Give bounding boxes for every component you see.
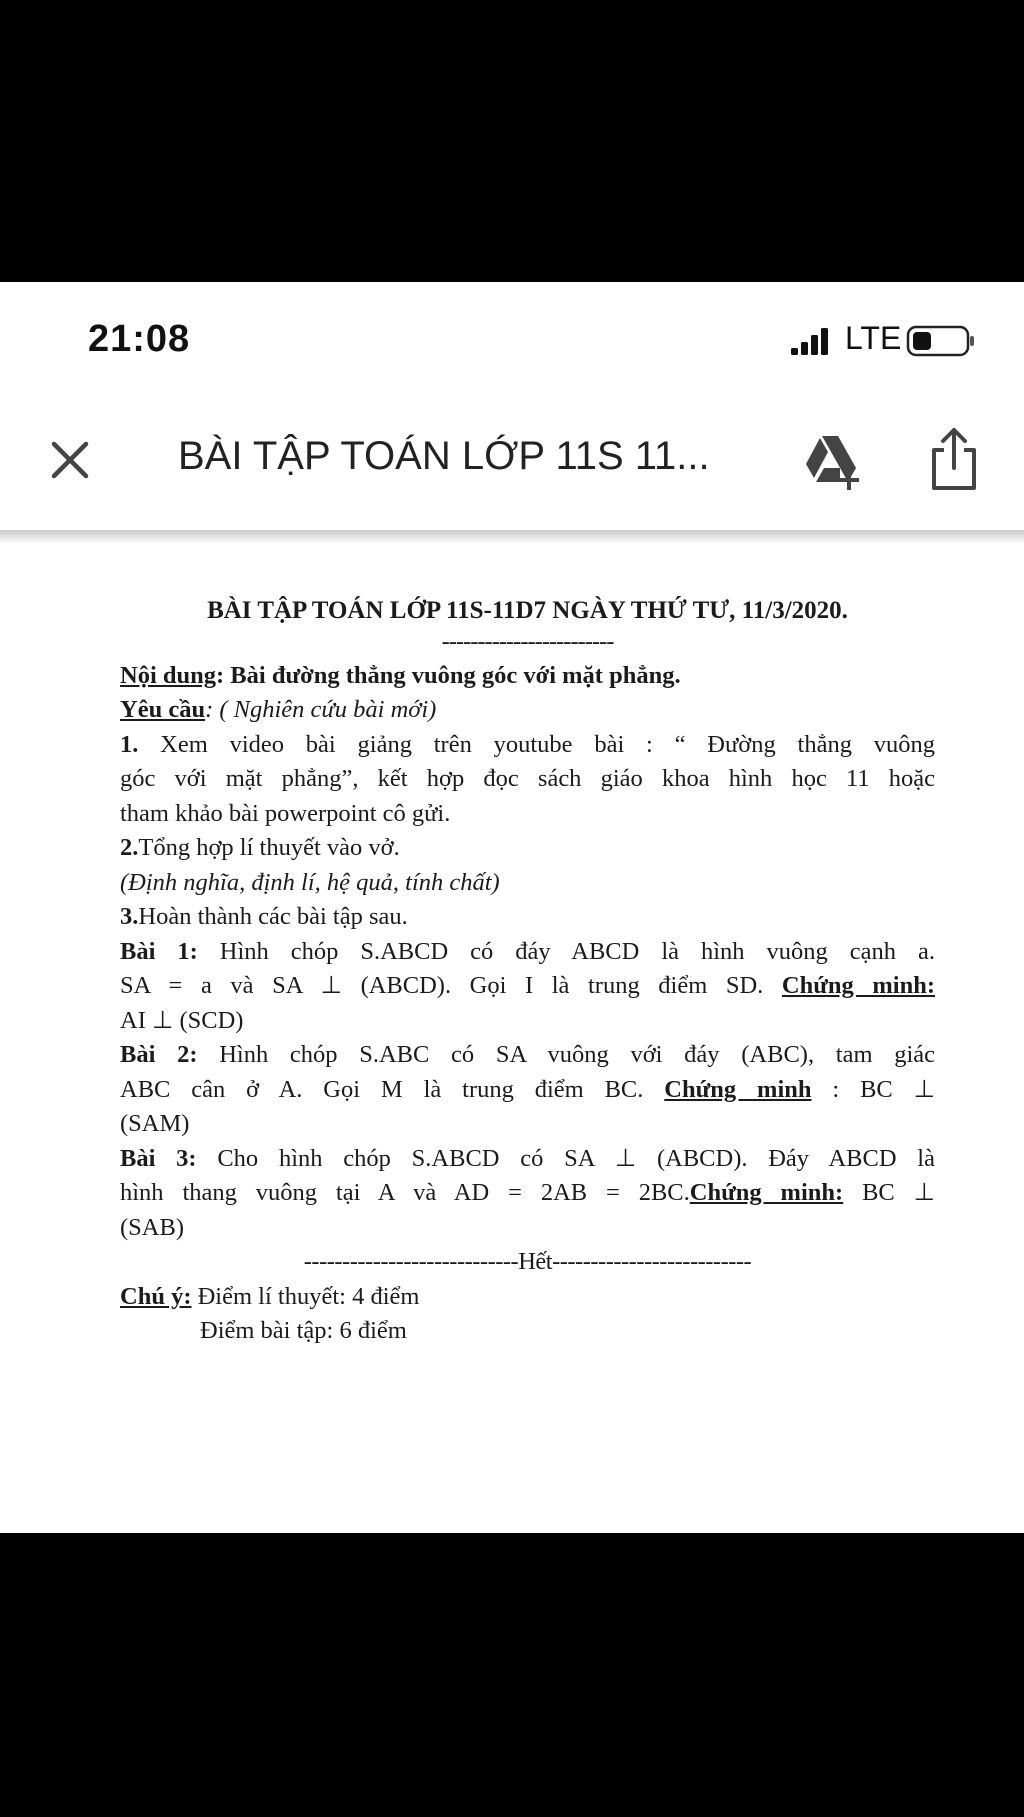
document-body xyxy=(120,594,935,1349)
ex1-prove-label: Chứng minh: xyxy=(781,972,935,999)
app-toolbar xyxy=(0,392,1024,534)
item1-line1 xyxy=(120,728,935,763)
item1-line3: tham khảo bài powerpoint cô gửi. xyxy=(120,799,451,827)
item2-number: 2. xyxy=(120,834,139,861)
ex1-line1 xyxy=(120,935,935,970)
item1-line2: góc với mặt phẳng”, kết hợp đọc sách giáo khoa hình học 11 hoặc xyxy=(120,765,935,792)
ex2-line3: (SAM) xyxy=(120,1110,190,1137)
request-label: Yêu cầu xyxy=(120,696,206,723)
doc-heading: BÀI TẬP TOÁN LỚP 11S-11D7 NGÀY THỨ TƯ, 11/3/2020. xyxy=(207,597,848,624)
document-title: BÀI TẬP TOÁN LỚP 11S 11... xyxy=(178,434,710,478)
status-bar xyxy=(0,282,1024,392)
toolbar-shadow xyxy=(0,530,1024,544)
ex3-line3: (SAB) xyxy=(120,1213,184,1241)
ex2-label: Bài 2: xyxy=(120,1041,198,1068)
add-to-drive-icon[interactable] xyxy=(800,432,864,492)
end-rule: ----------------------------Hết-------------------------- xyxy=(303,1248,752,1275)
ex2-prove-label: Chứng minh xyxy=(664,1075,812,1103)
ex3-prove-label: Chứng minh: xyxy=(689,1179,844,1206)
share-icon[interactable] xyxy=(928,426,980,492)
item2-note xyxy=(120,866,935,901)
note-text-1: Điểm lí thuyết: 4 điểm xyxy=(191,1282,420,1310)
item1-number: 1. xyxy=(120,730,139,758)
close-icon[interactable] xyxy=(40,430,100,490)
ex3-text-2-end: BC ⊥ xyxy=(843,1179,935,1206)
request-text: : ( Nghiên cứu bài mới) xyxy=(205,696,437,723)
ex2-line2 xyxy=(120,1073,935,1108)
request-line xyxy=(120,693,935,728)
signal-strength-icon xyxy=(790,326,832,356)
ex1-text-1: Hình chóp S.ABCD có đáy ABCD là hình vuông cạnh a. xyxy=(197,937,935,965)
battery-icon xyxy=(906,325,976,357)
status-time: 21:08 xyxy=(88,318,191,360)
ex1-text-2: SA = a và SA ⊥ (ABCD). Gọi I là trung điểm SD. xyxy=(120,972,782,999)
item2-line xyxy=(120,831,935,866)
item2-text: Tổng hợp lí thuyết vào vở. xyxy=(138,834,400,861)
content-text: : Bài đường thẳng vuông góc với mặt phẳng. xyxy=(216,661,681,689)
content-label: Nội dung xyxy=(120,661,217,689)
note-line2: Điểm bài tập: 6 điểm xyxy=(200,1317,407,1344)
bottom-black-frame xyxy=(0,1533,1024,1817)
item3-text: Hoàn thành các bài tập sau. xyxy=(138,903,408,930)
ex3-line2 xyxy=(120,1176,935,1211)
note-line1 xyxy=(120,1280,935,1315)
top-black-frame xyxy=(0,0,1024,282)
ex1-line2 xyxy=(120,969,935,1004)
ex3-line1 xyxy=(120,1142,935,1177)
phone-screen xyxy=(0,282,1024,1533)
content-line xyxy=(120,659,935,694)
network-type-label: LTE xyxy=(845,320,902,356)
item2-note-text: (Định nghĩa, định lí, hệ quả, tính chất) xyxy=(120,868,500,896)
ex1-line3: AI ⊥ (SCD) xyxy=(120,1006,244,1034)
ex3-text-2: hình thang vuông tại A và AD = 2AB = 2BC. xyxy=(120,1179,690,1206)
ex2-line1 xyxy=(120,1038,935,1073)
item1-text-1: Xem video bài giảng trên youtube bài : “ Đường thẳng vuông xyxy=(138,730,935,758)
item3-line xyxy=(120,900,935,935)
heading-rule: ------------------------ xyxy=(441,627,614,655)
ex2-text-2-end: : BC ⊥ xyxy=(811,1075,935,1103)
ex3-label: Bài 3: xyxy=(120,1144,197,1172)
ex2-text-2: ABC cân ở A. Gọi M là trung điểm BC. xyxy=(120,1075,665,1103)
ex2-text-1: Hình chóp S.ABC có SA vuông với đáy (ABC), tam giác xyxy=(197,1041,936,1068)
ex3-text-1: Cho hình chóp S.ABCD có SA ⊥ (ABCD). Đáy ABCD là xyxy=(196,1144,935,1172)
note-label: Chú ý: xyxy=(120,1282,192,1310)
item3-number: 3. xyxy=(120,903,139,930)
ex1-label: Bài 1: xyxy=(120,937,198,965)
